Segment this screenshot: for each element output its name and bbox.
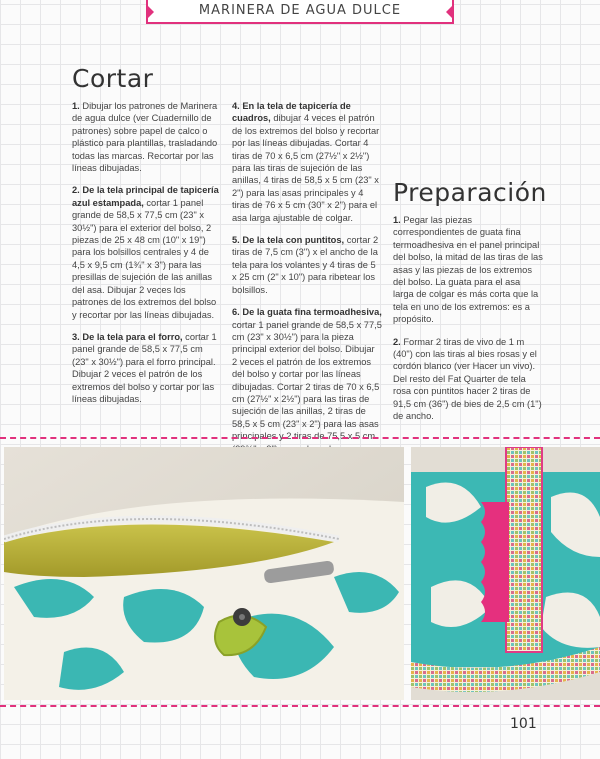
step-text: Pegar las piezas correspondientes de guata fina termoadhesiva en el panel principal del bolso, la mitad de las tiras de las asas y las piezas de los extremos del bolso. La guata para el asa larga de colgar es más corta que la tela en uno de los extremos: es a propósito. — [393, 215, 543, 325]
step-text: cortar 1 panel grande de 58,5 x 77,5 cm (23" x 30½") para la pieza principal exterior del bolso. Dibujar 2 veces el patrón de los extremos del bolso y cortar por las líneas dibujadas. Cortar 2 tiras de 70 x 6,5 cm (27½" x 2½") para las tiras de sujeción de las anillas, 2 tiras de 58,5 x 5 cm (23" x 2") para las asas principales y 2 tiras de 75,5 x 5 cm — [232, 319, 382, 442]
step-number: 2. — [72, 185, 80, 196]
step-number: 4. — [232, 101, 240, 111]
step-text: Formar 2 tiras de vivo de 1 m (40") con las tiras al bies rosas y el cordón blanco (ver Hacer un vivo). Del resto del Fat Quarter de tela rosa con puntitos hacer 2 tiras de 91,5 cm (36") de bies de 2,5 cm (1") de ancho. — [393, 336, 542, 422]
step-number: 2. — [393, 336, 401, 347]
cortar-step-3 — [72, 331, 222, 405]
preparacion-column — [393, 214, 543, 433]
step-number: 6. — [232, 307, 240, 318]
step-text: dibujar 4 veces el patrón de los extremos del bolso y recortar por las líneas dibujadas. Cortar 4 tiras de 70 x 6,5 cm (27½" x 2½") para las tiras de sujeción de las anillas, 4 tiras de 58,5 x 5 cm (23" x 2") para las asas principales y 4 tiras de 76 x 5 cm (30" x 2") para el asa larga ajustable de colgar. — [232, 113, 380, 223]
photo-zipper-pouch — [4, 447, 404, 700]
handle-ruffle-illustration — [411, 447, 600, 700]
step-lead: De la tela con puntitos, — [239, 235, 345, 246]
step-number: 3. — [72, 331, 80, 342]
step-text: cortar 1 panel grande de 58,5 x 77,5 cm (23" x 30½") para el exterior del bolso, 2 piezas de 25 x 48 cm (10" x 19") para los bolsillos centrales y 4 de 4,5 x 9,5 cm (1¾" x 3") para las presillas de sujeción de las anillas del asa. Dibujar 2 veces los patrones de los extremos del bolso y recortar por las líneas dibujadas. — [72, 197, 217, 320]
cortar-column-1 — [72, 100, 222, 415]
cortar-step-2 — [72, 184, 222, 320]
heading-preparacion: Preparación — [393, 178, 547, 207]
photo-handle-ruffle — [411, 447, 600, 700]
step-number: 5. — [232, 235, 240, 246]
step-lead: De la guata fina termoadhesiva, — [239, 307, 382, 318]
page-number: 101 — [510, 716, 537, 732]
cortar-step-5 — [232, 234, 382, 296]
step-text: cortar 1 panel grande de 58,5 x 77,5 cm (23" x 30½") para el forro principal. Dibujar 2 veces el patrón de los extremos del bolso y cortar por las líneas dibujadas. — [72, 331, 217, 404]
preparacion-step-1 — [393, 214, 543, 326]
cortar-step-4 — [232, 100, 382, 224]
zipper-pouch-illustration — [4, 447, 404, 700]
preparacion-step-2 — [393, 336, 543, 423]
cortar-step-1 — [72, 100, 222, 174]
heading-cortar: Cortar — [72, 64, 154, 93]
step-number: 1. — [393, 215, 401, 225]
step-lead: En la tela de tapicería de cuadros, — [232, 101, 351, 124]
cortar-step-6 — [232, 306, 382, 467]
divider-bottom — [0, 705, 600, 707]
step-lead: De la tela principal de tapicería azul estampada, — [72, 185, 219, 208]
cortar-column-2 — [232, 100, 382, 477]
divider-top — [0, 437, 600, 439]
step-lead: De la tela para el forro, — [79, 331, 183, 342]
step-text: cortar 2 tiras de 7,5 cm (3") x el ancho de la tela para los volantes y 4 tiras de 5 x 25 cm (2" x 10") para ribetear los bolsillos. — [232, 235, 379, 295]
header-title: MARINERA DE AGUA DULCE — [198, 3, 402, 18]
step-number: 1. — [72, 101, 80, 111]
step-text: Dibujar los patrones de Marinera de agua dulce (ver Cuadernillo de patrones) sobre papel de calco o plástico para plantillas, trasladando todas las marcas. Recortar por las líneas dibujadas. — [72, 101, 218, 174]
header-banner — [146, 0, 454, 24]
